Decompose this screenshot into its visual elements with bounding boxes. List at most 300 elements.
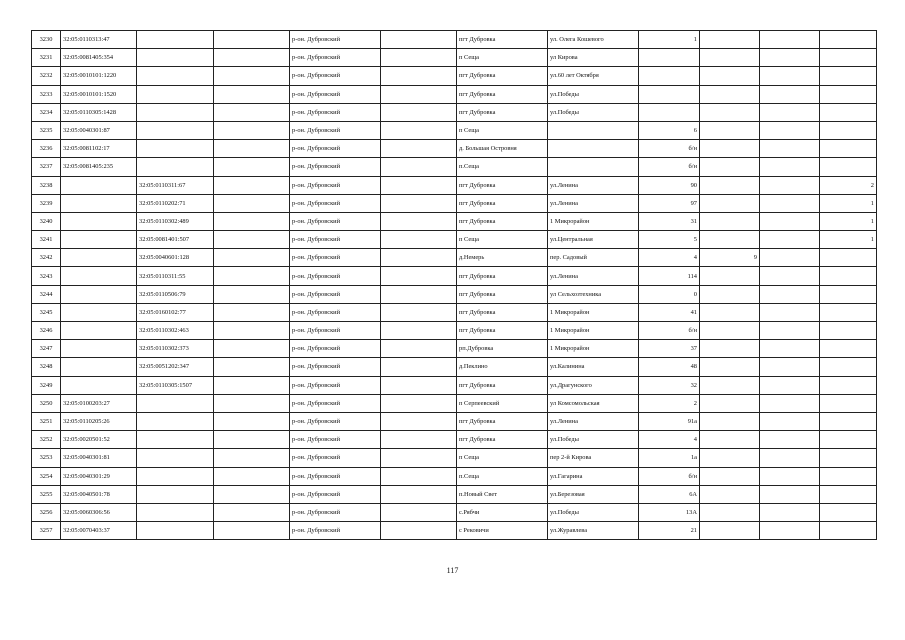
district-cell: р-он. Дубровский [290, 467, 381, 485]
empty-cell [381, 31, 457, 49]
extra-value-cell: 9 [700, 249, 760, 267]
empty-cell [381, 158, 457, 176]
cadastral-number-alt-cell: 32:05:0110506:79 [137, 285, 214, 303]
empty-cell [214, 31, 290, 49]
cadastral-number-alt-cell [137, 158, 214, 176]
row-number: 3233 [32, 85, 61, 103]
empty-cell [381, 503, 457, 521]
extra-value-cell [760, 358, 820, 376]
table-row [32, 522, 877, 540]
extra-value-cell [820, 449, 877, 467]
row-number: 3234 [32, 103, 61, 121]
locality-cell: пгт Дубровка [457, 322, 548, 340]
extra-value-cell: 2 [820, 176, 877, 194]
table-row [32, 376, 877, 394]
extra-value-cell [820, 249, 877, 267]
locality-cell: с Рековичи [457, 522, 548, 540]
locality-cell: пгт Дубровка [457, 85, 548, 103]
district-cell: р-он. Дубровский [290, 376, 381, 394]
row-number: 3250 [32, 394, 61, 412]
cadastral-number-cell: 32:05:0040301:29 [61, 467, 137, 485]
empty-cell [381, 249, 457, 267]
table-row [32, 85, 877, 103]
extra-value-cell [820, 467, 877, 485]
street-cell: 1 Микрорайон [548, 322, 639, 340]
empty-cell [381, 431, 457, 449]
row-number: 3239 [32, 194, 61, 212]
extra-value-cell [760, 485, 820, 503]
cadastral-number-cell: 32:05:0081102:17 [61, 140, 137, 158]
cadastral-number-cell [61, 249, 137, 267]
empty-cell [381, 340, 457, 358]
extra-value-cell [700, 485, 760, 503]
extra-value-cell [820, 358, 877, 376]
extra-value-cell [760, 249, 820, 267]
district-cell: р-он. Дубровский [290, 285, 381, 303]
locality-cell: с.Рябчи [457, 503, 548, 521]
empty-cell [214, 322, 290, 340]
locality-cell: пгт Дубровка [457, 212, 548, 230]
district-cell: р-он. Дубровский [290, 231, 381, 249]
cadastral-number-cell: 32:05:0020501:52 [61, 431, 137, 449]
table-row [32, 467, 877, 485]
house-number-cell: 114 [639, 267, 700, 285]
extra-value-cell [760, 431, 820, 449]
empty-cell [381, 394, 457, 412]
extra-value-cell [760, 231, 820, 249]
empty-cell [381, 467, 457, 485]
cadastral-number-cell [61, 285, 137, 303]
extra-value-cell [820, 49, 877, 67]
row-number: 3256 [32, 503, 61, 521]
street-cell: ул Кирова [548, 49, 639, 67]
empty-cell [214, 231, 290, 249]
row-number: 3232 [32, 67, 61, 85]
street-cell: ул.Победы [548, 431, 639, 449]
cadastral-number-alt-cell [137, 522, 214, 540]
street-cell: ул.Ленина [548, 267, 639, 285]
house-number-cell: 6А [639, 485, 700, 503]
street-cell: ул Комсомольская [548, 394, 639, 412]
street-cell: ул.Калинина [548, 358, 639, 376]
cadastral-number-cell [61, 194, 137, 212]
empty-cell [214, 249, 290, 267]
street-cell: ул.Березовая [548, 485, 639, 503]
street-cell: ул Сельхозтехника [548, 285, 639, 303]
locality-cell: п Сеща [457, 449, 548, 467]
empty-cell [214, 121, 290, 139]
cadastral-number-cell [61, 212, 137, 230]
table-row [32, 249, 877, 267]
district-cell: р-он. Дубровский [290, 249, 381, 267]
table-row [32, 176, 877, 194]
district-cell: р-он. Дубровский [290, 103, 381, 121]
cadastral-number-cell [61, 303, 137, 321]
extra-value-cell [700, 103, 760, 121]
cadastral-number-cell: 32:05:0100203:27 [61, 394, 137, 412]
street-cell: 1 Микрорайон [548, 212, 639, 230]
extra-value-cell [760, 176, 820, 194]
empty-cell [381, 412, 457, 430]
extra-value-cell [700, 31, 760, 49]
extra-value-cell [700, 231, 760, 249]
locality-cell: п.Сеща [457, 158, 548, 176]
extra-value-cell [760, 412, 820, 430]
district-cell: р-он. Дубровский [290, 67, 381, 85]
extra-value-cell [760, 322, 820, 340]
extra-value-cell [700, 176, 760, 194]
row-number: 3243 [32, 267, 61, 285]
extra-value-cell [700, 285, 760, 303]
extra-value-cell [760, 467, 820, 485]
empty-cell [381, 67, 457, 85]
house-number-cell: 5 [639, 231, 700, 249]
table-row [32, 231, 877, 249]
row-number: 3246 [32, 322, 61, 340]
cadastral-number-cell [61, 231, 137, 249]
cadastral-number-cell: 32:05:0010101:1220 [61, 67, 137, 85]
cadastral-number-alt-cell [137, 140, 214, 158]
cadastral-number-alt-cell: 32:05:0110202:71 [137, 194, 214, 212]
extra-value-cell [700, 322, 760, 340]
district-cell: р-он. Дубровский [290, 140, 381, 158]
district-cell: р-он. Дубровский [290, 121, 381, 139]
house-number-cell: 90 [639, 176, 700, 194]
cadastral-number-alt-cell: 32:05:0081401:507 [137, 231, 214, 249]
extra-value-cell [700, 412, 760, 430]
extra-value-cell [820, 340, 877, 358]
house-number-cell: 37 [639, 340, 700, 358]
extra-value-cell [700, 158, 760, 176]
cadastral-number-alt-cell [137, 412, 214, 430]
extra-value-cell [820, 285, 877, 303]
house-number-cell: 1а [639, 449, 700, 467]
row-number: 3235 [32, 121, 61, 139]
extra-value-cell [760, 121, 820, 139]
empty-cell [381, 449, 457, 467]
extra-value-cell [820, 140, 877, 158]
locality-cell: пгт Дубровка [457, 303, 548, 321]
locality-cell: п.Новый Свет [457, 485, 548, 503]
empty-cell [381, 212, 457, 230]
district-cell: р-он. Дубровский [290, 212, 381, 230]
cadastral-number-alt-cell [137, 121, 214, 139]
row-number: 3241 [32, 231, 61, 249]
extra-value-cell [820, 158, 877, 176]
extra-value-cell [760, 303, 820, 321]
registry-table [31, 30, 877, 540]
table-row [32, 67, 877, 85]
street-cell: пер 2-й Кирова [548, 449, 639, 467]
street-cell: ул.Ленина [548, 412, 639, 430]
district-cell: р-он. Дубровский [290, 431, 381, 449]
district-cell: р-он. Дубровский [290, 303, 381, 321]
table-row [32, 212, 877, 230]
district-cell: р-он. Дубровский [290, 85, 381, 103]
empty-cell [214, 67, 290, 85]
extra-value-cell [700, 212, 760, 230]
empty-cell [214, 140, 290, 158]
row-number: 3240 [32, 212, 61, 230]
cadastral-number-alt-cell: 32:05:0110302:373 [137, 340, 214, 358]
cadastral-number-alt-cell [137, 67, 214, 85]
cadastral-number-cell [61, 358, 137, 376]
empty-cell [214, 503, 290, 521]
street-cell: ул.Драгунского [548, 376, 639, 394]
empty-cell [214, 467, 290, 485]
empty-cell [381, 121, 457, 139]
cadastral-number-cell: 32:05:0110205:26 [61, 412, 137, 430]
house-number-cell [639, 103, 700, 121]
extra-value-cell: 1 [820, 212, 877, 230]
extra-value-cell [820, 121, 877, 139]
district-cell: р-он. Дубровский [290, 412, 381, 430]
cadastral-number-alt-cell: 32:05:0110311:67 [137, 176, 214, 194]
table-row [32, 140, 877, 158]
extra-value-cell [820, 85, 877, 103]
empty-cell [214, 103, 290, 121]
house-number-cell: 6 [639, 121, 700, 139]
extra-value-cell [700, 140, 760, 158]
extra-value-cell [700, 358, 760, 376]
extra-value-cell [760, 449, 820, 467]
empty-cell [381, 176, 457, 194]
cadastral-number-cell [61, 267, 137, 285]
empty-cell [214, 358, 290, 376]
locality-cell: д.Немерь [457, 249, 548, 267]
page-number: 117 [446, 566, 459, 575]
house-number-cell: 1 [639, 31, 700, 49]
cadastral-number-cell: 32:05:0040301:87 [61, 121, 137, 139]
locality-cell: пгт Дубровка [457, 194, 548, 212]
empty-cell [381, 194, 457, 212]
row-number: 3236 [32, 140, 61, 158]
empty-cell [214, 49, 290, 67]
row-number: 3249 [32, 376, 61, 394]
extra-value-cell [820, 485, 877, 503]
district-cell: р-он. Дубровский [290, 503, 381, 521]
row-number: 3252 [32, 431, 61, 449]
cadastral-number-alt-cell: 32:05:0051202:347 [137, 358, 214, 376]
extra-value-cell [700, 194, 760, 212]
extra-value-cell [820, 67, 877, 85]
table-row [32, 431, 877, 449]
extra-value-cell [760, 158, 820, 176]
extra-value-cell [760, 31, 820, 49]
extra-value-cell [700, 267, 760, 285]
extra-value-cell [820, 503, 877, 521]
house-number-cell: 32 [639, 376, 700, 394]
extra-value-cell [700, 303, 760, 321]
house-number-cell: б/н [639, 322, 700, 340]
table-row [32, 358, 877, 376]
extra-value-cell [760, 285, 820, 303]
house-number-cell: 0 [639, 285, 700, 303]
locality-cell: п Сеща [457, 49, 548, 67]
empty-cell [214, 449, 290, 467]
cadastral-number-alt-cell [137, 431, 214, 449]
extra-value-cell [820, 376, 877, 394]
street-cell: ул.Центральная [548, 231, 639, 249]
district-cell: р-он. Дубровский [290, 322, 381, 340]
row-number: 3230 [32, 31, 61, 49]
cadastral-number-alt-cell: 32:05:0160102:77 [137, 303, 214, 321]
extra-value-cell [820, 103, 877, 121]
empty-cell [214, 194, 290, 212]
cadastral-number-cell: 32:05:0081405:235 [61, 158, 137, 176]
locality-cell: пгт Дубровка [457, 285, 548, 303]
extra-value-cell [760, 503, 820, 521]
empty-cell [214, 340, 290, 358]
row-number: 3254 [32, 467, 61, 485]
empty-cell [214, 431, 290, 449]
locality-cell: пгт Дубровка [457, 67, 548, 85]
empty-cell [381, 358, 457, 376]
cadastral-number-cell [61, 176, 137, 194]
district-cell: р-он. Дубровский [290, 267, 381, 285]
row-number: 3237 [32, 158, 61, 176]
locality-cell: п Серпеевский [457, 394, 548, 412]
locality-cell: д. Большая Островня [457, 140, 548, 158]
cadastral-number-cell: 32:05:0081405:354 [61, 49, 137, 67]
district-cell: р-он. Дубровский [290, 522, 381, 540]
locality-cell: пгт Дубровка [457, 176, 548, 194]
row-number: 3238 [32, 176, 61, 194]
empty-cell [214, 267, 290, 285]
cadastral-number-alt-cell: 32:05:0110311:55 [137, 267, 214, 285]
cadastral-number-alt-cell: 32:05:0110302:463 [137, 322, 214, 340]
empty-cell [214, 85, 290, 103]
extra-value-cell [700, 340, 760, 358]
empty-cell [381, 303, 457, 321]
table-row [32, 340, 877, 358]
extra-value-cell [700, 449, 760, 467]
extra-value-cell [820, 394, 877, 412]
house-number-cell: 4 [639, 249, 700, 267]
empty-cell [214, 303, 290, 321]
extra-value-cell: 1 [820, 231, 877, 249]
cadastral-number-cell: 32:05:0070403:37 [61, 522, 137, 540]
cadastral-number-cell [61, 340, 137, 358]
extra-value-cell [700, 503, 760, 521]
cadastral-number-cell [61, 376, 137, 394]
empty-cell [214, 376, 290, 394]
table-row [32, 31, 877, 49]
cadastral-number-alt-cell [137, 394, 214, 412]
cadastral-number-alt-cell [137, 449, 214, 467]
house-number-cell [639, 67, 700, 85]
extra-value-cell [760, 49, 820, 67]
extra-value-cell: 1 [820, 194, 877, 212]
district-cell: р-он. Дубровский [290, 176, 381, 194]
locality-cell: пгт Дубровка [457, 267, 548, 285]
district-cell: р-он. Дубровский [290, 340, 381, 358]
cadastral-number-cell: 32:05:0060306:56 [61, 503, 137, 521]
house-number-cell: б/н [639, 467, 700, 485]
house-number-cell: б/н [639, 140, 700, 158]
extra-value-cell [700, 85, 760, 103]
table-row [32, 394, 877, 412]
locality-cell: пгт Дубровка [457, 103, 548, 121]
street-cell [548, 121, 639, 139]
table-row [32, 503, 877, 521]
cadastral-number-cell: 32:05:0010101:1520 [61, 85, 137, 103]
table-row [32, 194, 877, 212]
house-number-cell: 21 [639, 522, 700, 540]
house-number-cell: б/н [639, 158, 700, 176]
street-cell [548, 158, 639, 176]
district-cell: р-он. Дубровский [290, 394, 381, 412]
extra-value-cell [760, 522, 820, 540]
district-cell: р-он. Дубровский [290, 158, 381, 176]
empty-cell [214, 485, 290, 503]
empty-cell [214, 522, 290, 540]
cadastral-number-cell: 32:05:0040301:81 [61, 449, 137, 467]
locality-cell: пгт Дубровка [457, 376, 548, 394]
house-number-cell: 31 [639, 212, 700, 230]
extra-value-cell [760, 340, 820, 358]
extra-value-cell [820, 431, 877, 449]
cadastral-number-alt-cell [137, 485, 214, 503]
house-number-cell: 2 [639, 394, 700, 412]
extra-value-cell [700, 121, 760, 139]
street-cell: ул.Победы [548, 85, 639, 103]
table-row [32, 103, 877, 121]
extra-value-cell [760, 140, 820, 158]
locality-cell: д.Пеклино [457, 358, 548, 376]
street-cell: ул.Ленина [548, 176, 639, 194]
locality-cell: пгт Дубровка [457, 31, 548, 49]
table-row [32, 322, 877, 340]
empty-cell [381, 322, 457, 340]
street-cell: ул.60 лет Октября [548, 67, 639, 85]
street-cell: ул.Гагарина [548, 467, 639, 485]
empty-cell [381, 231, 457, 249]
row-number: 3247 [32, 340, 61, 358]
extra-value-cell [700, 394, 760, 412]
table-row [32, 303, 877, 321]
extra-value-cell [760, 376, 820, 394]
empty-cell [381, 85, 457, 103]
locality-cell: п Сеща [457, 121, 548, 139]
extra-value-cell [700, 49, 760, 67]
street-cell [548, 140, 639, 158]
house-number-cell: 48 [639, 358, 700, 376]
street-cell: 1 Микрорайон [548, 340, 639, 358]
row-number: 3245 [32, 303, 61, 321]
row-number: 3255 [32, 485, 61, 503]
row-number: 3251 [32, 412, 61, 430]
extra-value-cell [700, 467, 760, 485]
extra-value-cell [760, 194, 820, 212]
street-cell: пер. Садовый [548, 249, 639, 267]
extra-value-cell [760, 67, 820, 85]
house-number-cell: 41 [639, 303, 700, 321]
cadastral-number-cell: 32:05:0040501:78 [61, 485, 137, 503]
table-row [32, 412, 877, 430]
extra-value-cell [700, 431, 760, 449]
cadastral-number-alt-cell: 32:05:0110302:489 [137, 212, 214, 230]
locality-cell: п Сеща [457, 231, 548, 249]
row-number: 3253 [32, 449, 61, 467]
row-number: 3257 [32, 522, 61, 540]
extra-value-cell [700, 67, 760, 85]
cadastral-number-alt-cell: 32:05:0040601:128 [137, 249, 214, 267]
house-number-cell: 4 [639, 431, 700, 449]
empty-cell [381, 522, 457, 540]
locality-cell: пгт Дубровка [457, 431, 548, 449]
locality-cell: пгт Дубровка [457, 412, 548, 430]
